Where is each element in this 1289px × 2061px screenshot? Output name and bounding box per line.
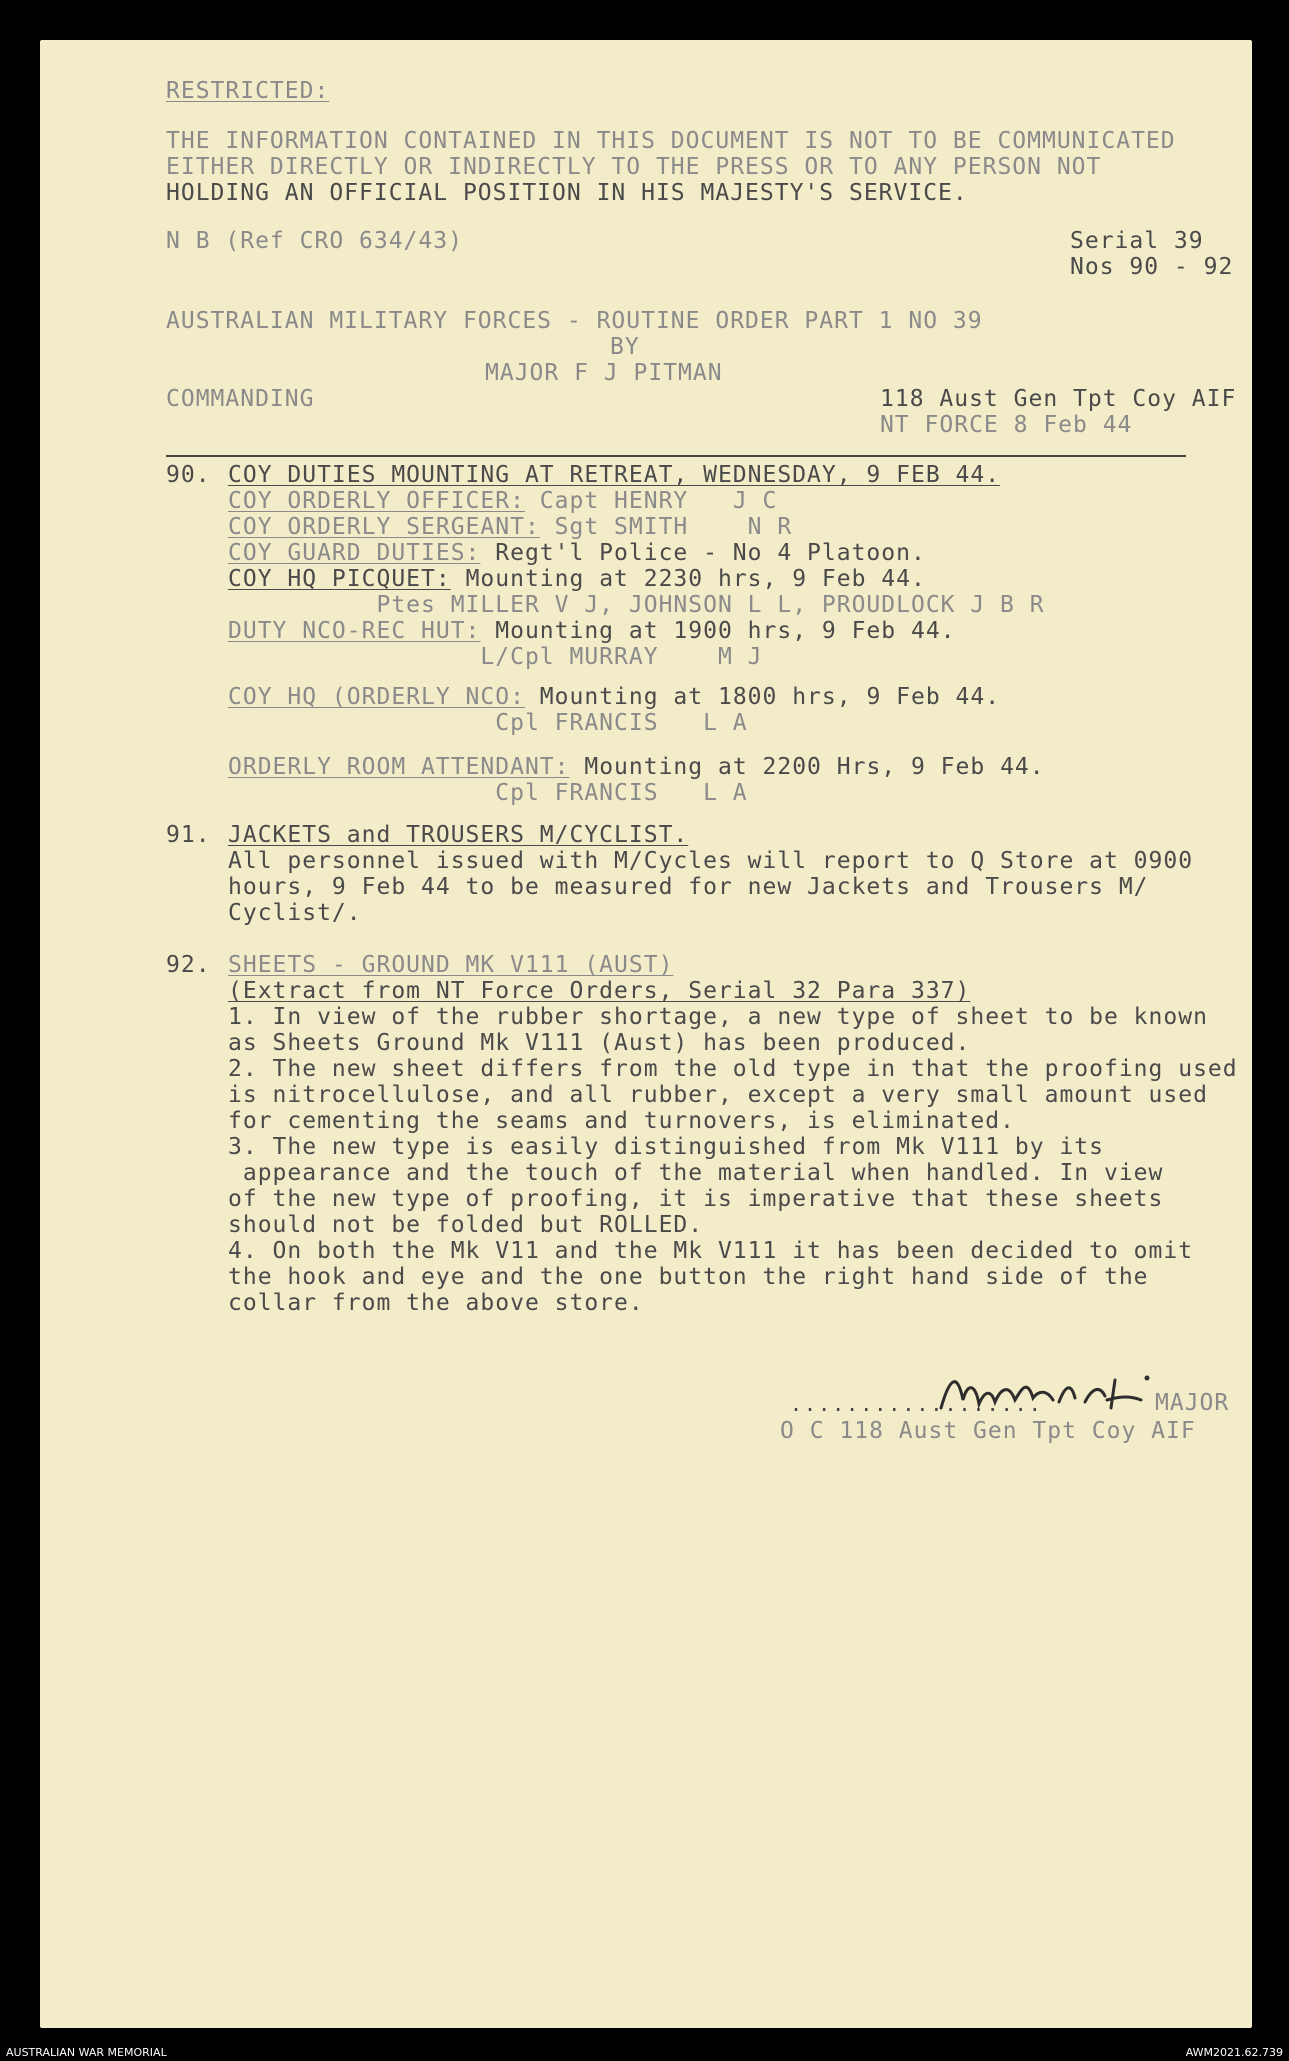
duty-line: DUTY NCO-REC HUT: Mounting at 1900 hrs, 9 Feb 44.	[228, 618, 956, 644]
duty-line: COY HQ (ORDERLY NCO: Mounting at 1800 hrs, 9 Feb 44.	[228, 684, 1001, 710]
unit-name: 118 Aust Gen Tpt Coy AIF	[880, 386, 1237, 412]
item-90-heading: COY DUTIES MOUNTING AT RETREAT, WEDNESDAY, 9 FEB 44.	[228, 462, 1001, 488]
duty-line: COY HQ PICQUET: Mounting at 2230 hrs, 9 Feb 44.	[228, 566, 926, 592]
duty-line: COY ORDERLY OFFICER: Capt HENRY J C	[228, 488, 778, 514]
restricted-heading: RESTRICTED:	[166, 78, 330, 104]
duty-line: Ptes MILLER V J, JOHNSON L L, PROUDLOCK J B R	[228, 592, 1045, 618]
item-91-line: All personnel issued with M/Cycles will report to Q Store at 0900	[228, 848, 1194, 874]
restriction-line-1: THE INFORMATION CONTAINED IN THIS DOCUMENT IS NOT TO BE COMMUNICATED	[166, 128, 1176, 154]
duty-line: COY ORDERLY SERGEANT: Sgt SMITH N R	[228, 514, 793, 540]
item-92-subheading: (Extract from NT Force Orders, Serial 32 Para 337)	[228, 978, 971, 1004]
item-92-line: of the new type of proofing, it is imperative that these sheets	[228, 1186, 1164, 1212]
by-line: BY	[610, 334, 640, 360]
commanding-officer-name: MAJOR F J PITMAN	[485, 360, 723, 386]
item-92-line: 2. The new sheet differs from the old type in that the proofing used	[228, 1056, 1238, 1082]
item-91-heading: JACKETS and TROUSERS M/CYCLIST.	[228, 822, 689, 848]
item-90-number: 90.	[166, 462, 211, 488]
item-92-line: as Sheets Ground Mk V111 (Aust) has been produced.	[228, 1030, 971, 1056]
footer-archive-name: AUSTRALIAN WAR MEMORIAL	[6, 2046, 167, 2059]
restriction-line-3: HOLDING AN OFFICIAL POSITION IN HIS MAJESTY'S SERVICE.	[166, 180, 968, 206]
signature-title: O C 118 Aust Gen Tpt Coy AIF	[780, 1418, 1196, 1444]
order-title: AUSTRALIAN MILITARY FORCES - ROUTINE ORDER PART 1 NO 39	[166, 308, 983, 334]
restriction-line-2: EITHER DIRECTLY OR INDIRECTLY TO THE PRESS OR TO ANY PERSON NOT	[166, 154, 1102, 180]
item-92-line: for cementing the seams and turnovers, is eliminated.	[228, 1108, 1015, 1134]
item-92-heading: SHEETS - GROUND MK V111 (AUST)	[228, 952, 674, 978]
item-92-line: 3. The new type is easily distinguished from Mk V111 by its	[228, 1134, 1104, 1160]
item-92-line: the hook and eye and the one button the right hand side of the	[228, 1264, 1149, 1290]
document-page	[40, 40, 1252, 2028]
handwritten-signature	[935, 1360, 1165, 1420]
duty-line: ORDERLY ROOM ATTENDANT: Mounting at 2200 Hrs, 9 Feb 44.	[228, 754, 1045, 780]
signature-dots: ..................	[790, 1392, 1043, 1416]
duty-line: COY GUARD DUTIES: Regt'l Police - No 4 Platoon.	[228, 540, 926, 566]
item-92-line: collar from the above store.	[228, 1290, 644, 1316]
item-91-line: Cyclist/.	[228, 900, 362, 926]
unit-date: NT FORCE 8 Feb 44	[880, 412, 1133, 438]
serial-number: Serial 39	[1070, 228, 1204, 254]
order-numbers: Nos 90 - 92	[1070, 254, 1234, 280]
item-92-number: 92.	[166, 952, 211, 978]
item-92-line: is nitrocellulose, and all rubber, except a very small amount used	[228, 1082, 1208, 1108]
item-91-number: 91.	[166, 822, 211, 848]
duty-line: Cpl FRANCIS L A	[228, 710, 748, 736]
reference-number: N B (Ref CRO 634/43)	[166, 228, 463, 254]
commanding-label: COMMANDING	[166, 386, 315, 412]
item-92-line: should not be folded but ROLLED.	[228, 1212, 704, 1238]
item-92-line: 1. In view of the rubber shortage, a new type of sheet to be known	[228, 1004, 1208, 1030]
signature-rank: MAJOR	[1155, 1390, 1230, 1416]
duty-line: Cpl FRANCIS L A	[228, 780, 748, 806]
item-92-line: 4. On both the Mk V11 and the Mk V111 it has been decided to omit	[228, 1238, 1194, 1264]
header-divider	[166, 455, 1186, 457]
item-91-line: hours, 9 Feb 44 to be measured for new Jackets and Trousers M/	[228, 874, 1149, 900]
duty-line: L/Cpl MURRAY M J	[228, 644, 763, 670]
footer-accession-number: AWM2021.62.739	[1185, 2046, 1283, 2059]
item-92-line: appearance and the touch of the material when handled. In view	[228, 1160, 1164, 1186]
